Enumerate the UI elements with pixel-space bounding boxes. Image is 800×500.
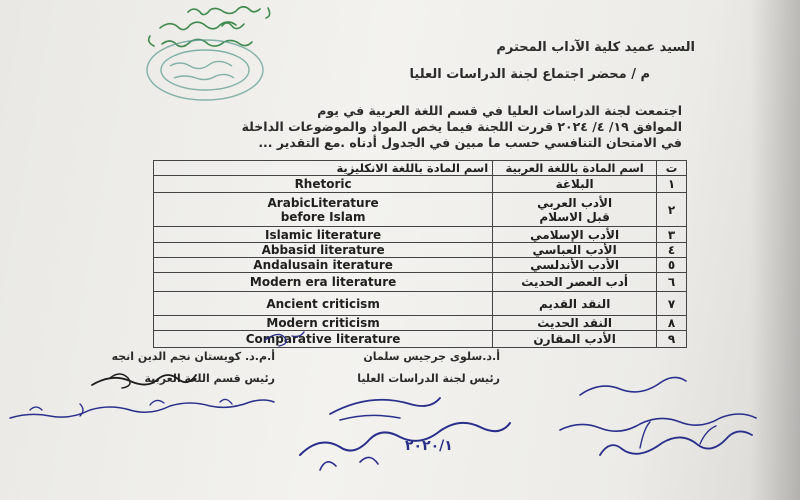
english-cell: Comparative literature: [154, 331, 493, 348]
handwritten-name-line: [560, 414, 756, 431]
subject-line: م / محضر اجتماع لجنة الدراسات العليا: [409, 67, 650, 82]
addressee-line: السيد عميد كلية الآداب المحترم: [496, 40, 695, 55]
header-english: اسم المادة باللغة الانكليزية: [154, 161, 493, 176]
handwritten-name-line: [10, 400, 274, 418]
header-arabic: اسم المادة باللغة العربية: [493, 161, 657, 176]
signatory-name: أ.د.سلوى جرجيس سلمان: [363, 350, 500, 363]
english-cell: Ancient criticism: [154, 292, 493, 316]
signature-mark: [110, 374, 130, 388]
header-number: ت: [657, 161, 687, 176]
arabic-cell: أدب العصر الحديث: [493, 273, 657, 292]
arabic-cell: الأدب الأندلسي: [493, 258, 657, 273]
number-cell: ٩: [657, 331, 687, 348]
english-cell: Islamic literature: [154, 227, 493, 243]
signatory-title: رئيس قسم اللغة العربية: [144, 372, 275, 385]
signature-mark: [265, 332, 304, 346]
english-text: ArabicLiterature before Islam: [267, 195, 379, 224]
english-cell: Modern criticism: [154, 316, 493, 331]
english-cell: Modern era literature: [154, 273, 493, 292]
signatory-name: أ.م.د. كويستان نجم الدين انجه: [111, 350, 275, 363]
arabic-cell: الأدب العباسي: [493, 243, 657, 258]
arabic-cell: الأدب الإسلامي: [493, 227, 657, 243]
signature-mark: [580, 377, 686, 395]
signature-mark: [92, 375, 196, 385]
arabic-text: الأدب العربي قبل الاسلام: [537, 195, 613, 224]
body-line: الموافق ١٩/ ٤/ ٢٠٢٤ قررت اللجنة فيما يخص المواد والموضوعات الداخلة: [241, 119, 682, 134]
arabic-cell: الأدب المقارن: [493, 331, 657, 348]
arabic-cell: النقد القديم: [493, 292, 657, 316]
number-cell: ٢: [657, 193, 687, 227]
signature-mark: [330, 398, 440, 414]
number-cell: ٤: [657, 243, 687, 258]
number-cell: ٦: [657, 273, 687, 292]
number-cell: ٣: [657, 227, 687, 243]
arabic-cell: البلاغة: [493, 176, 657, 193]
number-cell: ٧: [657, 292, 687, 316]
number-cell: ٥: [657, 258, 687, 273]
body-line: في الامتحان التنافسي حسب ما مبين في الجدول أدناه .مع التقدير ...: [258, 135, 682, 150]
number-cell: ٨: [657, 316, 687, 331]
arabic-cell: النقد الحديث: [493, 316, 657, 331]
signatory-title: رئيس لجنة الدراسات العليا: [357, 372, 500, 385]
english-cell: Andalusain iterature: [154, 258, 493, 273]
signature-mark: [600, 431, 752, 455]
english-cell: Abbasid literature: [154, 243, 493, 258]
handwritten-date: ٢٠٢٠/١: [405, 438, 453, 454]
english-cell: Rhetoric: [154, 176, 493, 193]
body-line: اجتمعت لجنة الدراسات العليا في قسم اللغة العربية في يوم: [317, 103, 682, 118]
number-cell: ١: [657, 176, 687, 193]
